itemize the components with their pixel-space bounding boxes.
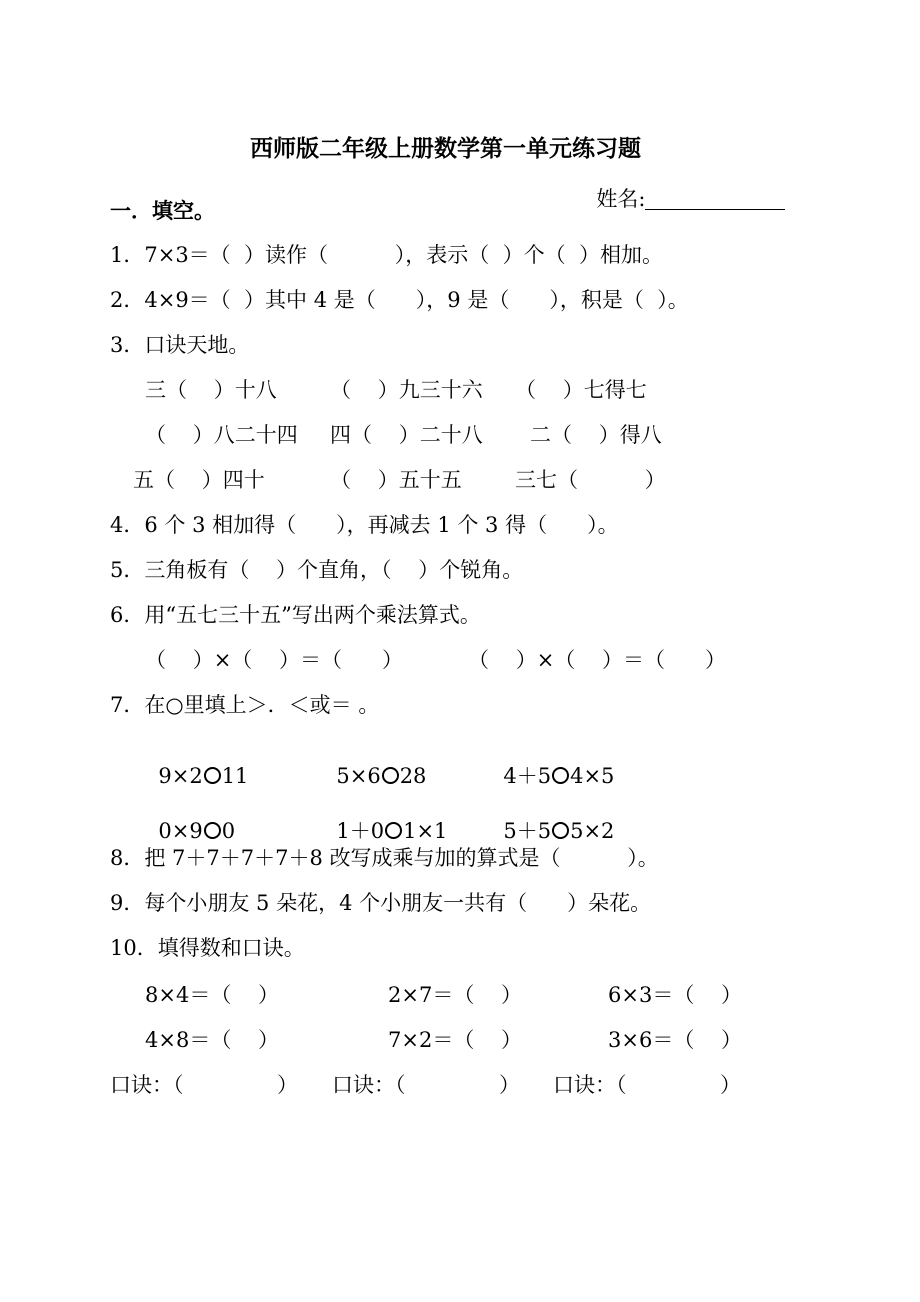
multiplication-blank: （ ）×（ ）＝（ ） [468, 648, 727, 672]
compare-left: 5×6 [336, 764, 381, 788]
compare-circle-icon[interactable] [204, 767, 221, 784]
question-6: 6．用“五七三十五”写出两个乘法算式。 [110, 603, 481, 627]
compare-right: 0 [221, 819, 236, 843]
koujue-answer: 口诀：（ ） [332, 1073, 520, 1097]
worksheet-title: 西师版二年级上册数学第一单元练习题 [250, 135, 641, 162]
koujue-item: 三七（ ） [515, 468, 666, 492]
compare-left: 4＋5 [503, 764, 552, 788]
compare-right: 11 [221, 764, 249, 788]
compare-item [490, 800, 614, 842]
compare-item [145, 800, 235, 842]
name-underline[interactable] [645, 189, 785, 210]
section-heading: 一．填空。 [110, 198, 215, 223]
koujue-item: 二（ ）得八 [530, 423, 662, 447]
name-label: 姓名: [596, 187, 646, 211]
compare-circle-icon[interactable] [385, 822, 402, 839]
multiplication-blank: （ ）×（ ）＝（ ） [145, 648, 404, 672]
question-8: 8．把 7＋7＋7＋7＋8 改写成乘与加的算式是（ ）。 [110, 846, 659, 870]
question-10: 10．填得数和口诀。 [110, 936, 305, 960]
compare-left: 0×9 [158, 819, 203, 843]
koujue-item: 五（ ）四十 [133, 468, 265, 492]
calc-item: 2×7＝（ ） [388, 983, 523, 1007]
name-field [583, 168, 785, 210]
question-9: 9．每个小朋友 5 朵花，4 个小朋友一共有（ ）朵花。 [110, 891, 652, 915]
question-3: 3．口诀天地。 [110, 333, 250, 357]
calc-item: 8×4＝（ ） [145, 983, 280, 1007]
calc-item: 4×8＝（ ） [145, 1028, 280, 1052]
koujue-answer: 口诀：（ ） [553, 1073, 741, 1097]
question-4: 4．6 个 3 相加得（ ），再减去 1 个 3 得（ ）。 [110, 513, 619, 537]
compare-left: 5＋5 [503, 819, 552, 843]
calc-item: 3×6＝（ ） [608, 1028, 743, 1052]
compare-item [145, 745, 248, 787]
compare-item [323, 745, 426, 787]
compare-item [490, 745, 614, 787]
question-5: 5．三角板有（ ）个直角，（ ）个锐角。 [110, 558, 524, 582]
compare-right: 4×5 [570, 764, 615, 788]
koujue-item: 四（ ）二十八 [330, 423, 483, 447]
koujue-answer: 口诀：（ ） [110, 1073, 298, 1097]
compare-circle-icon[interactable] [382, 767, 399, 784]
calc-item: 6×3＝（ ） [608, 983, 743, 1007]
question-2: 2．4×9＝（ ）其中 4 是（ ），9 是（ ），积是（ ）。 [110, 288, 689, 312]
compare-circle-icon[interactable] [552, 767, 569, 784]
koujue-item: （ ）九三十六 [330, 378, 483, 402]
compare-item [323, 800, 447, 842]
question-1: 1．7×3＝（ ）读作（ ），表示（ ）个（ ）相加。 [110, 243, 663, 267]
compare-left: 1＋0 [336, 819, 385, 843]
koujue-item: （ ）八二十四 [145, 423, 298, 447]
calc-item: 7×2＝（ ） [388, 1028, 523, 1052]
question-7: 7．在○里填上＞．＜或＝ 。 [110, 693, 380, 717]
koujue-item: （ ）七得七 [515, 378, 647, 402]
compare-right: 1×1 [403, 819, 448, 843]
compare-circle-icon[interactable] [204, 822, 221, 839]
compare-right: 28 [399, 764, 427, 788]
koujue-item: 三（ ）十八 [145, 378, 277, 402]
compare-circle-icon[interactable] [552, 822, 569, 839]
koujue-item: （ ）五十五 [330, 468, 462, 492]
compare-left: 9×2 [158, 764, 203, 788]
compare-right: 5×2 [570, 819, 615, 843]
